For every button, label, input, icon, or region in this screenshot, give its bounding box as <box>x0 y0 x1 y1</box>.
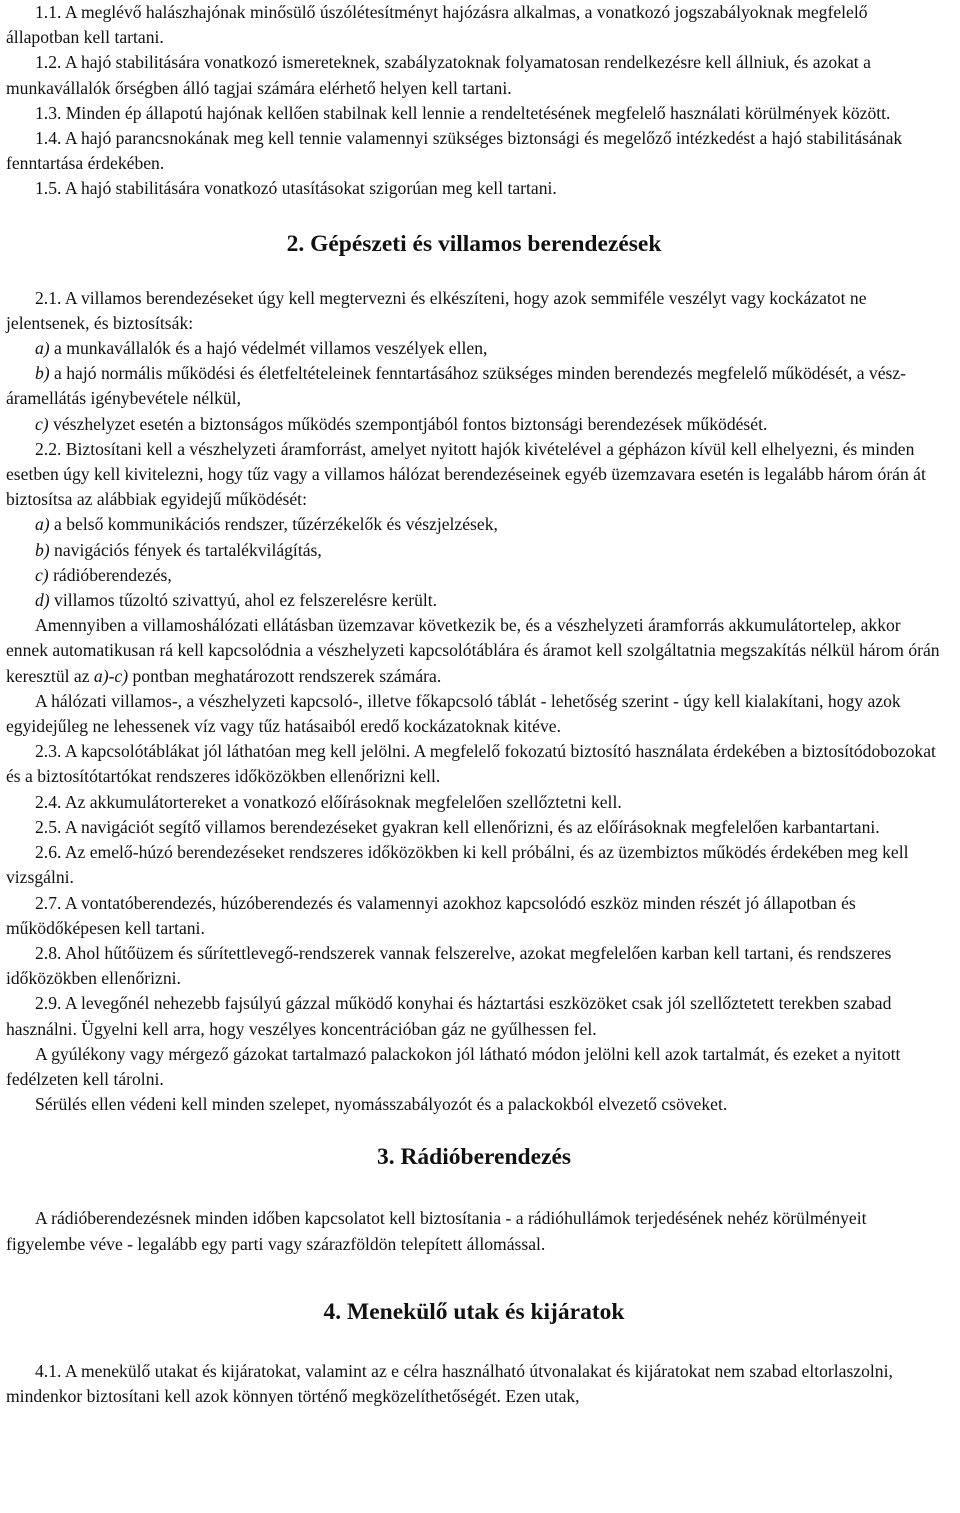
paragraph-2-7: 2.7. A vontatóberendezés, húzóberendezés és valamennyi azokhoz kapcsolódó eszköz minden részét jó állapotban és működőképesen kell tartani. <box>6 892 856 938</box>
paragraph-1-4: 1.4. A hajó parancsnokának meg kell tennie valamennyi szükséges biztonsági és megelőző intézkedést a hajó stabilitásának fenntartása érdekében. <box>6 128 903 174</box>
section-3-heading: 3. Rádióberendezés <box>376 1144 572 1171</box>
list-item <box>6 538 942 563</box>
list-item-text: a munkavállalók és a hajó védelmét villamos veszélyek ellen, <box>49 338 488 359</box>
list-item-text: rádióberendezés, <box>48 564 172 585</box>
paragraph-1-2: 1.2. A hajó stabilitására vonatkozó ismereteknek, szabályzatoknak folyamatosan rendelkezésre kell állniuk, és azokat a munkavállalók őrségben álló tagjai számára elérhető helyen kell tartani. <box>6 52 871 98</box>
paragraph-2-2: 2.2. Biztosítani kell a vészhelyzeti áramforrást, amelyet nyitott hajók kivételével a gépházon kívül kell elhelyezni, és minden esetben úgy kell kivitelezni, hogy tűz vagy a villamos hálózat berendezéseinek egyéb üzemzavara esetén is legalább három órán át biztosítsa az alábbiak egyidejű működését: <box>6 438 926 510</box>
list-marker: a) <box>35 338 50 359</box>
list-marker: d) <box>35 590 50 611</box>
paragraph-1-3: 1.3. Minden ép állapotú hajónak kellően stabilnak kell lennie a rendeltetésének megfelelő használati körülmények között. <box>35 102 891 123</box>
list-item <box>6 361 942 411</box>
section-4-heading: 4. Menekülő utak és kijáratok <box>323 1298 625 1325</box>
battery-text-after: pontban meghatározott rendszerek számára. <box>128 665 442 686</box>
section-2-heading: 2. Gépészeti és villamos berendezések <box>286 230 662 257</box>
battery-text-before: Amennyiben a villamoshálózati ellátásban üzemzavar következik be, és a vészhelyzeti áramforrás akkumulátortelep, akkor ennek automatikusan rá kell kapcsolódnia a vészhelyzeti kapcsolótáblára és áramot kell szolgáltatnia megszakítás nélkül három órán keresztül az <box>6 615 940 686</box>
paragraph-2-9-valves: Sérülés ellen védeni kell minden szelepet, nyomásszabályozót és a palackokból elvezető csöveket. <box>35 1094 728 1115</box>
section-3-radio <box>6 1206 942 1256</box>
list-item <box>6 336 942 361</box>
paragraph-1-5: 1.5. A hajó stabilitására vonatkozó utasításokat szigorúan meg kell tartani. <box>35 178 557 199</box>
paragraph-2-8: 2.8. Ahol hűtőüzem és sűrítettlevegő-rendszerek vannak felszerelve, azokat megfelelően karban kell tartani, és rendszeres időközökben ellenőrizni. <box>6 942 892 989</box>
list-item <box>6 588 942 613</box>
list-marker: b) <box>35 363 50 384</box>
paragraph-1-1: 1.1. A meglévő halászhajónak minősülő úszólétesítményt hajózásra alkalmas, a vonatkozó jogszabályoknak megfelelő állapotban kell tartani. <box>6 2 868 48</box>
list-item <box>6 512 942 537</box>
list-marker: a) <box>35 514 50 535</box>
list-marker: b) <box>35 539 50 560</box>
paragraph-2-9: 2.9. A levegőnél nehezebb fajsúlyú gázzal működő konyhai és háztartási eszközöket csak jól szellőztetett terekben szabad használni. Ügyelni kell arra, hogy veszélyes koncentrációban gáz ne gyűlhessen fel. <box>6 993 892 1039</box>
paragraph-2-1: 2.1. A villamos berendezéseket úgy kell megtervezni és elkészíteni, hogy azok semmiféle veszélyt vagy kockázatot ne jelentsenek, és biztosítsák: <box>6 287 867 333</box>
list-marker: c) <box>35 413 49 434</box>
list-item-text: villamos tűzoltó szivattyú, ahol ez felszerelésre került. <box>49 590 438 611</box>
paragraph-2-6: 2.6. Az emelő-húzó berendezéseket rendszeres időközökben ki kell próbálni, és az üzembiztos működés érdekében meg kell vizsgálni. <box>6 842 909 888</box>
paragraph-2-5: 2.5. A navigációt segítő villamos berendezéseket gyakran kell ellenőrizni, és az előírásoknak megfelelően karbantartani. <box>35 816 880 837</box>
section-4-escape-routes <box>6 1359 942 1409</box>
paragraph-4-1: 4.1. A menekülő utakat és kijáratokat, valamint az e célra használható útvonalakat és kijáratokat nem szabad eltorlaszolni, mindenkor biztosítani kell azok könnyen történő megközelíthetőségét. Ezen utak, <box>6 1360 893 1406</box>
list-item <box>6 412 942 437</box>
paragraph-2-2-battery <box>6 613 942 689</box>
section-1-stability <box>6 0 942 202</box>
section-2-mechanical-electrical <box>6 286 942 1118</box>
list-item-text: vészhelyzet esetén a biztonságos működés szempontjából fontos biztonsági berendezések működését. <box>48 413 768 434</box>
document-page <box>6 0 942 1409</box>
list-item-text: a hajó normális működési és életfeltételeinek fenntartásához szükséges minden berendezés megfelelő működését, a vész-áramellátás igénybevétele nélkül, <box>6 363 907 409</box>
list-item-text: navigációs fények és tartalékvilágítás, <box>49 539 322 560</box>
list-marker: c) <box>35 564 49 585</box>
paragraph-2-4: 2.4. Az akkumulátortereket a vonatkozó előírásoknak megfelelően szellőztetni kell. <box>35 791 622 812</box>
paragraph-3: A rádióberendezésnek minden időben kapcsolatot kell biztosítania - a rádióhullámok terjedésének nehéz körülményeit figyelembe véve - legalább egy parti vagy szárazföldön telepített állomással. <box>6 1208 867 1254</box>
paragraph-2-3: 2.3. A kapcsolótáblákat jól láthatóan meg kell jelölni. A megfelelő fokozatú biztosító használata érdekében a biztosítódobozokat és a biztosítótartókat rendszeres időközökben ellenőrizni kell. <box>6 741 936 787</box>
battery-reference: a)-c) <box>93 665 129 686</box>
paragraph-2-2-switchboard: A hálózati villamos-, a vészhelyzeti kapcsoló-, illetve főkapcsoló táblát - lehetőség szerint - úgy kell kialakítani, hogy azok egyidejűleg ne lehessenek víz vagy tűz hatásaiból eredő kockázatoknak kitéve. <box>6 690 901 737</box>
paragraph-2-9-gas-cylinders: A gyúlékony vagy mérgező gázokat tartalmazó palackokon jól látható módon jelölni kell azok tartalmát, és ezeket a nyitott fedélzeten kell tárolni. <box>6 1043 901 1089</box>
list-item <box>6 563 942 588</box>
list-item-text: a belső kommunikációs rendszer, tűzérzékelők és vészjelzések, <box>49 514 498 535</box>
